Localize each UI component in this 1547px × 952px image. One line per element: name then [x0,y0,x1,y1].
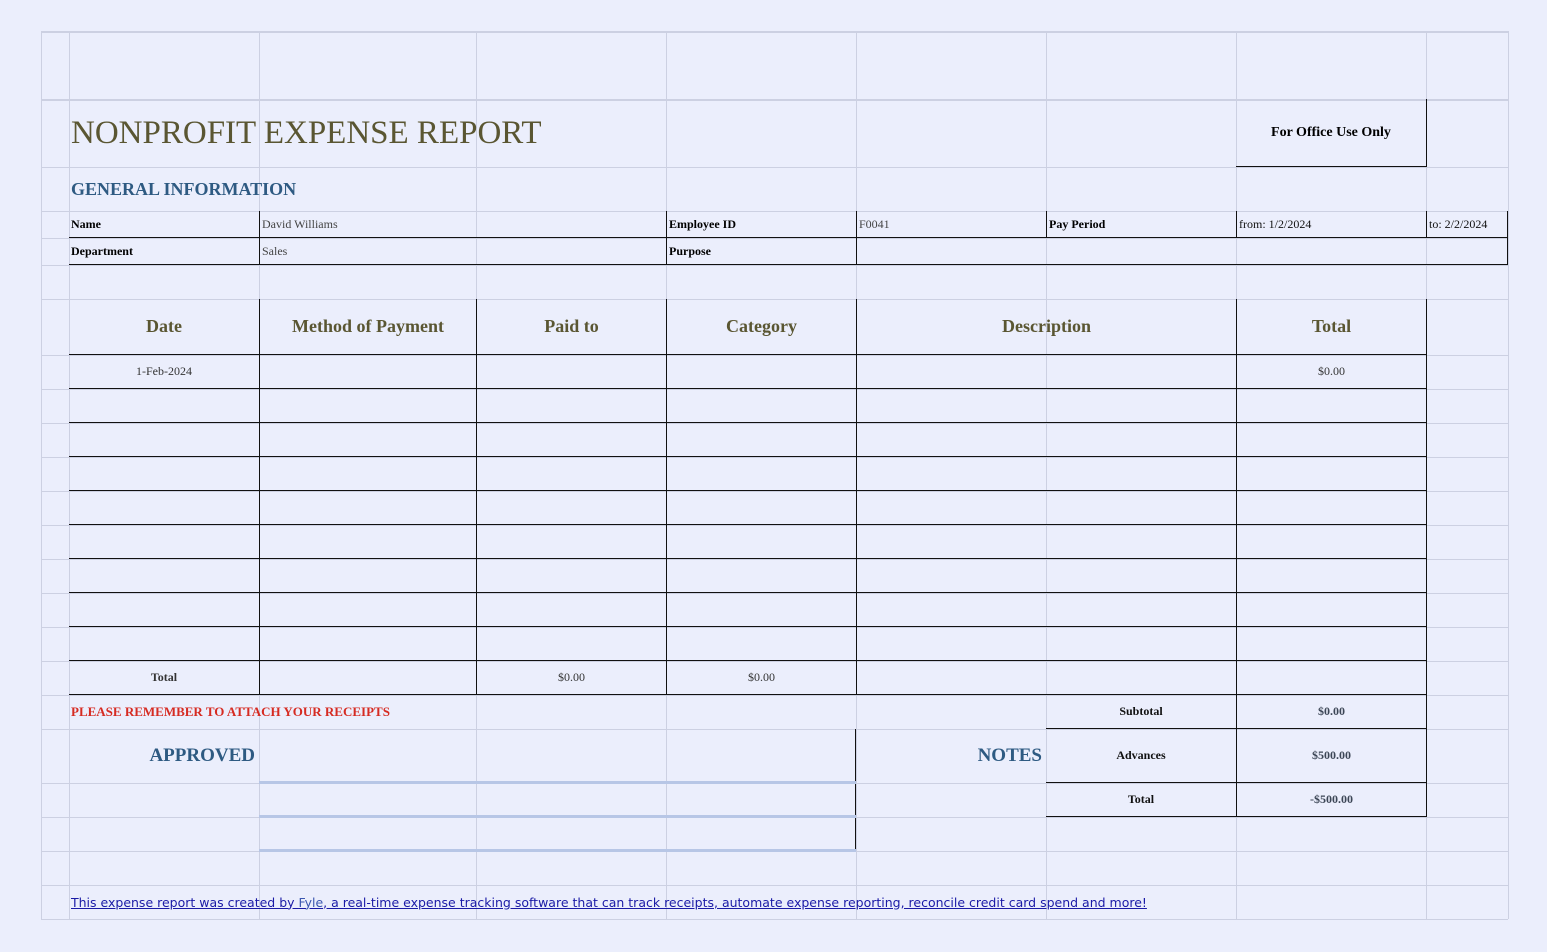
expense-cell-date[interactable]: 1-Feb-2024 [69,355,259,389]
column-header-method-of-payment: Method of Payment [259,299,476,355]
expense-cell-date[interactable] [69,457,259,491]
column-header-description: Description [856,299,1236,355]
employee-id-label: Employee ID [666,211,856,238]
expense-cell-description[interactable] [856,593,1236,627]
expense-cell-category[interactable] [666,627,856,661]
pay-period-to-field[interactable]: to: 2/2/2024 [1426,211,1508,238]
column-header-date: Date [69,299,259,355]
purpose-label: Purpose [666,238,856,265]
expense-cell-method-of-payment[interactable] [259,525,476,559]
expense-cell-category[interactable] [666,389,856,423]
footer-text-after: , a real-time expense tracking software that can track receipts, automate expense reporting, reconcile credit card spend and more! [323,894,1147,910]
totals-cell-total [1236,661,1427,695]
advances-label: Advances [1046,729,1236,783]
approved-label: APPROVED [149,745,255,766]
column-header-total: Total [1236,299,1427,355]
department-field[interactable]: Sales [259,238,666,265]
summary-total-label: Total [1046,783,1236,817]
expense-cell-method-of-payment[interactable] [259,389,476,423]
approval-signature-area[interactable] [259,729,856,851]
expense-cell-category[interactable] [666,355,856,389]
expense-cell-total[interactable] [1236,593,1427,627]
pay-period-from-field[interactable]: from: 1/2/2024 [1236,211,1426,238]
expense-cell-description[interactable] [856,491,1236,525]
expense-cell-total[interactable] [1236,525,1427,559]
expense-cell-description[interactable] [856,627,1236,661]
expense-cell-category[interactable] [666,559,856,593]
expense-cell-paid-to[interactable] [476,355,666,389]
purpose-field[interactable] [856,238,1508,265]
gridline-horizontal [41,265,1508,266]
signature-line-1 [259,781,856,784]
gridline-horizontal [41,31,1508,33]
expense-cell-description[interactable] [856,525,1236,559]
expense-cell-category[interactable] [666,593,856,627]
expense-cell-paid-to[interactable] [476,457,666,491]
expense-cell-description[interactable] [856,389,1236,423]
subtotal-value: $0.00 [1236,695,1427,729]
expense-cell-method-of-payment[interactable] [259,559,476,593]
office-use-box: For Office Use Only [1236,99,1427,167]
receipts-reminder: PLEASE REMEMBER TO ATTACH YOUR RECEIPTS [71,704,390,719]
expense-cell-paid-to[interactable] [476,423,666,457]
expense-cell-paid-to[interactable] [476,559,666,593]
expense-cell-date[interactable] [69,389,259,423]
expense-cell-paid-to[interactable] [476,627,666,661]
expense-cell-paid-to[interactable] [476,525,666,559]
fyle-link[interactable] [69,895,1147,910]
expense-cell-category[interactable] [666,491,856,525]
expense-cell-description[interactable] [856,559,1236,593]
general-info-heading: GENERAL INFORMATION [71,178,297,199]
department-label: Department [69,238,259,265]
signature-line-3 [259,849,856,852]
column-header-category: Category [666,299,856,355]
expense-cell-method-of-payment[interactable] [259,593,476,627]
totals-cell-description [856,661,1236,695]
footer-row [69,885,1369,919]
column-header-paid-to: Paid to [476,299,666,355]
expense-cell-paid-to[interactable] [476,389,666,423]
subtotal-label: Subtotal [1046,695,1236,729]
expense-cell-date[interactable] [69,593,259,627]
summary-total-value: -$500.00 [1236,783,1427,817]
expense-cell-method-of-payment[interactable] [259,491,476,525]
expense-cell-method-of-payment[interactable] [259,627,476,661]
totals-cell-method-of-payment [259,661,476,695]
footer-brand[interactable]: Fyle [298,894,324,910]
expense-cell-total[interactable]: $0.00 [1236,355,1427,389]
expense-cell-description[interactable] [856,423,1236,457]
expense-cell-total[interactable] [1236,389,1427,423]
expense-cell-method-of-payment[interactable] [259,355,476,389]
report-title: NONPROFIT EXPENSE REPORT [71,114,542,151]
expense-cell-method-of-payment[interactable] [259,457,476,491]
advances-value[interactable]: $500.00 [1236,729,1427,783]
gridline-horizontal [41,919,1508,920]
expense-cell-total[interactable] [1236,457,1427,491]
expense-cell-category[interactable] [666,423,856,457]
name-field[interactable]: David Williams [259,211,666,238]
gridline-vertical [1508,31,1509,919]
expense-cell-date[interactable] [69,525,259,559]
totals-cell-category: $0.00 [666,661,856,695]
totals-cell-paid-to: $0.00 [476,661,666,695]
expense-cell-category[interactable] [666,525,856,559]
expense-cell-total[interactable] [1236,627,1427,661]
expense-cell-date[interactable] [69,423,259,457]
expense-cell-date[interactable] [69,559,259,593]
expense-cell-date[interactable] [69,627,259,661]
footer-text-before: This expense report was created by [71,894,299,910]
notes-label: NOTES [977,745,1042,766]
expense-cell-date[interactable] [69,491,259,525]
totals-row-label: Total [69,661,259,695]
expense-cell-method-of-payment[interactable] [259,423,476,457]
expense-cell-total[interactable] [1236,423,1427,457]
expense-cell-paid-to[interactable] [476,491,666,525]
name-label: Name [69,211,259,238]
expense-cell-category[interactable] [666,457,856,491]
employee-id-field[interactable]: F0041 [856,211,1046,238]
expense-cell-description[interactable] [856,355,1236,389]
expense-cell-description[interactable] [856,457,1236,491]
signature-line-2 [259,815,856,818]
gridline-vertical [41,31,42,919]
expense-cell-total[interactable] [1236,559,1427,593]
pay-period-label: Pay Period [1046,211,1236,238]
expense-cell-paid-to[interactable] [476,593,666,627]
expense-cell-total[interactable] [1236,491,1427,525]
